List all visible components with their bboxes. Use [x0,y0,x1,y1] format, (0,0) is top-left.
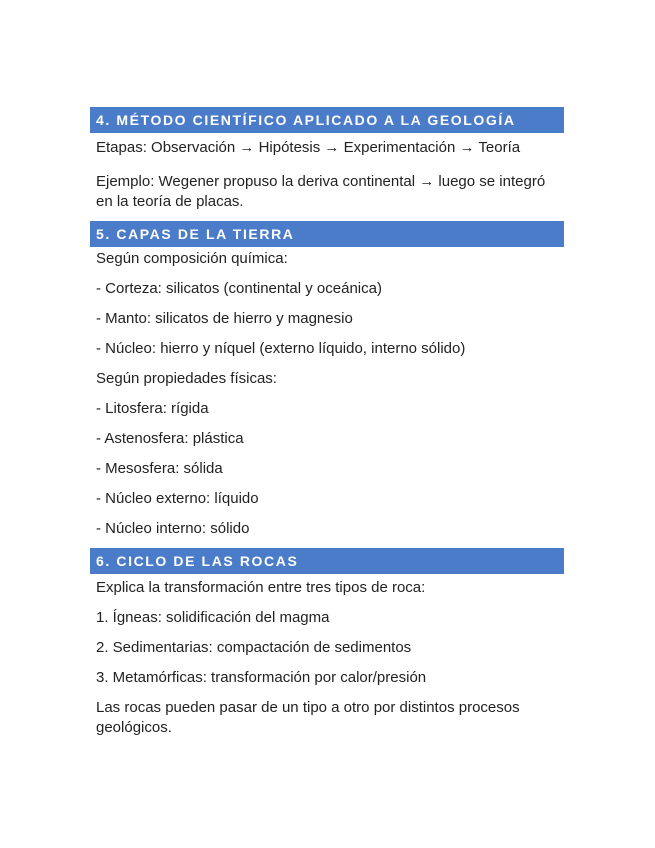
section-header-metodo-cientifico: 4. MÉTODO CIENTÍFICO APLICADO A LA GEOLOGÍA [90,107,564,133]
list-item-igneas: 1. Ígneas: solidificación del magma [96,609,330,626]
list-item-nucleo-interno: - Núcleo interno: sólido [96,520,250,537]
list-item-manto: - Manto: silicatos de hierro y magnesio [96,310,353,327]
list-item-metamorficas: 3. Metamórficas: transformación por calor/presión [96,669,427,686]
section-header-ciclo-rocas: 6. CICLO DE LAS ROCAS [90,548,564,574]
list-item-sedimentarias: 2. Sedimentarias: compactación de sedimentos [96,639,412,656]
paragraph-conclusion: Las rocas pueden pasar de un tipo a otro por distintos procesos geológicos. [96,699,520,736]
list-item-corteza: - Corteza: silicatos (continental y oceánica) [96,280,382,297]
list-item-nucleo: - Núcleo: hierro y níquel (externo líquido, interno sólido) [96,340,466,357]
section-header-capas-tierra: 5. CAPAS DE LA TIERRA [90,221,564,247]
paragraph-transformacion: Explica la transformación entre tres tipos de roca: [96,579,426,596]
list-item-mesosfera: - Mesosfera: sólida [96,460,223,477]
list-item-litosfera: - Litosfera: rígida [96,400,209,417]
document-page [90,107,564,738]
list-item-nucleo-externo: - Núcleo externo: líquido [96,490,259,507]
list-item-astenosfera: - Astenosfera: plástica [96,430,244,447]
paragraph-ejemplo: Ejemplo: Wegener propuso la deriva continental → luego se integró en la teoría de placas. [96,173,546,210]
paragraph-propiedades-fisicas: Según propiedades físicas: [96,370,277,387]
paragraph-etapas: Etapas: Observación → Hipótesis → Experimentación → Teoría [96,139,521,156]
paragraph-composicion-quimica: Según composición química: [96,250,288,267]
